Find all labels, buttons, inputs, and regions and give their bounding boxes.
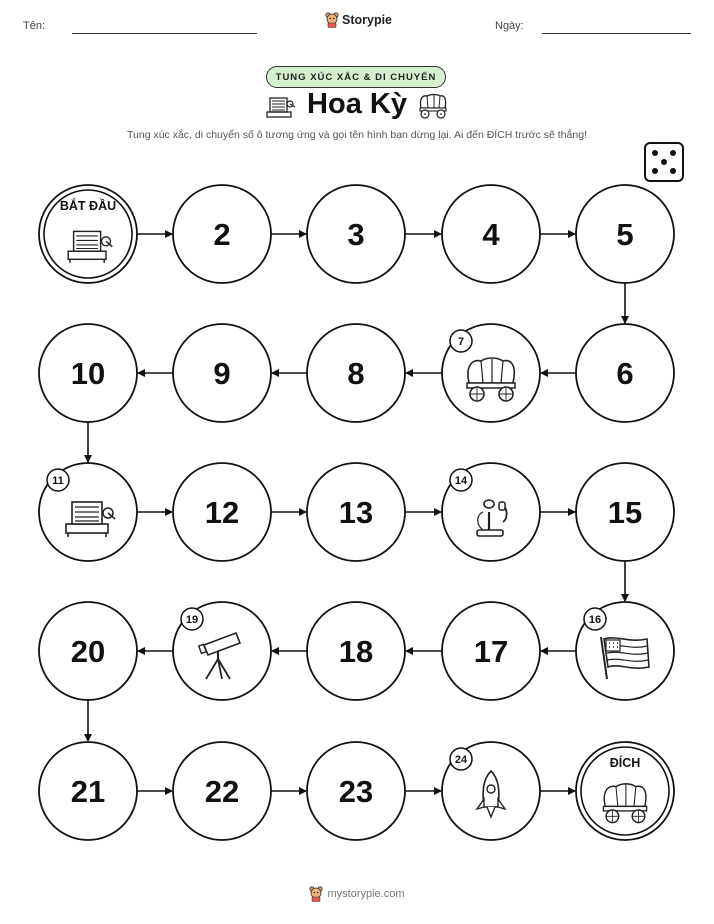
board-space[interactable] — [442, 742, 540, 840]
space-label: BẮT ĐẦU — [59, 199, 117, 213]
finish-space[interactable] — [576, 742, 674, 840]
board-space[interactable] — [307, 602, 405, 700]
space-number: 5 — [616, 217, 634, 252]
space-number: 24 — [454, 754, 468, 766]
space-number: 13 — [338, 495, 374, 530]
space-number: 20 — [70, 634, 106, 669]
brand-name: Storypie — [342, 13, 393, 27]
date-label: Ngày: — [495, 20, 524, 32]
board-space[interactable] — [173, 324, 271, 422]
board-space[interactable] — [442, 185, 540, 283]
board-space[interactable] — [576, 602, 674, 700]
space-number: 23 — [338, 774, 374, 809]
start-space[interactable] — [39, 185, 137, 283]
board-space[interactable] — [576, 185, 674, 283]
space-number: 3 — [347, 217, 365, 252]
board-space[interactable] — [39, 602, 137, 700]
space-number: 6 — [616, 356, 634, 391]
space-number: 21 — [70, 774, 106, 809]
board-space[interactable] — [307, 324, 405, 422]
board-space[interactable] — [173, 602, 271, 700]
space-number: 18 — [338, 634, 374, 669]
space-number: 17 — [473, 634, 509, 669]
space-number: 19 — [185, 614, 199, 626]
board-space[interactable] — [39, 463, 137, 561]
space-number: 7 — [457, 336, 465, 348]
page-title: Hoa Kỳ — [307, 88, 407, 120]
board-space[interactable] — [173, 742, 271, 840]
space-number: 4 — [482, 217, 500, 252]
board-space[interactable] — [307, 185, 405, 283]
board-space[interactable] — [576, 463, 674, 561]
board-space[interactable] — [307, 463, 405, 561]
game-type-badge: TUNG XÚC XẮC & DI CHUYỂN — [266, 66, 446, 88]
space-number: 22 — [204, 774, 240, 809]
board-space[interactable] — [307, 742, 405, 840]
bear-mascot-icon — [309, 886, 323, 902]
footer — [0, 886, 714, 902]
board-space[interactable] — [39, 324, 137, 422]
board-space[interactable] — [173, 463, 271, 561]
board-space[interactable] — [173, 185, 271, 283]
space-number: 9 — [213, 356, 231, 391]
space-number: 2 — [213, 217, 231, 252]
space-number: 10 — [70, 356, 106, 391]
space-label: ĐÍCH — [609, 756, 641, 770]
board-space[interactable] — [442, 602, 540, 700]
footer-site: mystorypie.com — [327, 888, 405, 900]
space-number: 15 — [607, 495, 643, 530]
board-space[interactable] — [442, 324, 540, 422]
instructions-text: Tung xúc xắc, di chuyển số ô tương ứng và gọi tên hình bạn dừng lại. Ai đến ĐÍCH trước sẽ thắng! — [126, 129, 587, 141]
space-number: 11 — [52, 475, 64, 487]
space-number: 8 — [347, 356, 365, 391]
name-label: Tên: — [23, 20, 46, 32]
board-space[interactable] — [442, 463, 540, 561]
space-number: 16 — [588, 614, 602, 626]
space-number: 14 — [454, 475, 468, 487]
board-space[interactable] — [576, 324, 674, 422]
board-space[interactable] — [39, 742, 137, 840]
space-number: 12 — [204, 495, 240, 530]
